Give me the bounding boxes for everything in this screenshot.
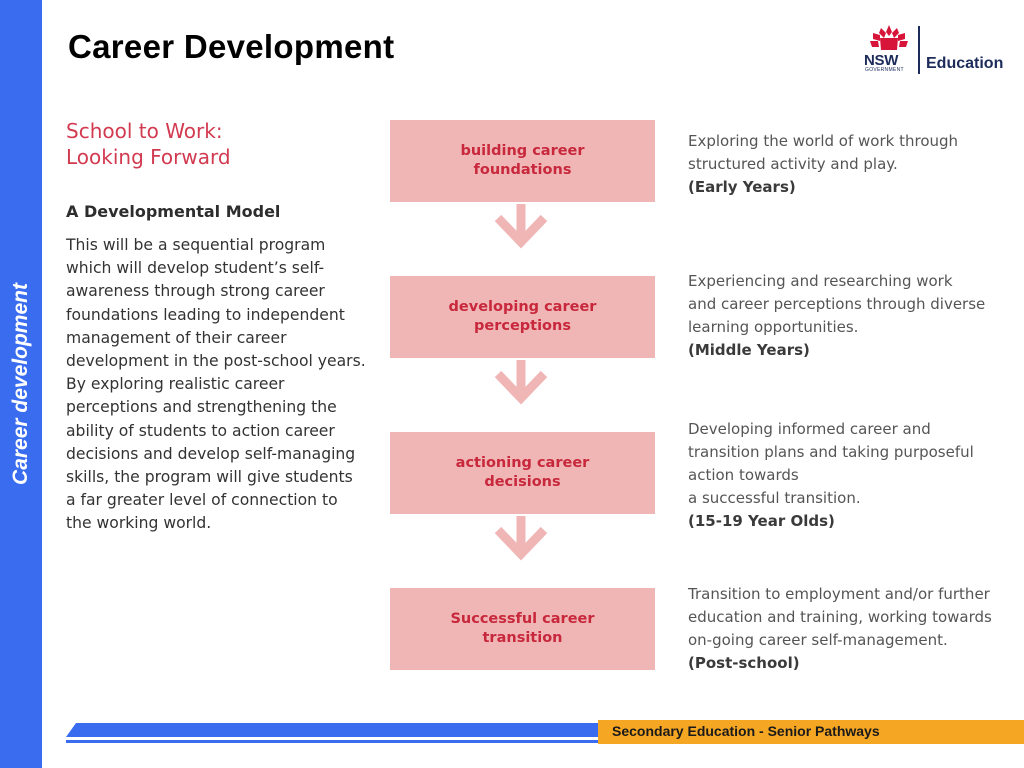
logo-government-text: GOVERNMENT	[865, 67, 904, 73]
stage-description-text: Developing informed career and transition plans and taking purposeful action towards a successful transition.	[688, 420, 974, 507]
stage-box-perceptions	[390, 276, 655, 358]
stage-label: Successful career transition	[450, 611, 595, 646]
logo-education-text: Education	[926, 55, 1004, 72]
down-arrow-icon	[492, 360, 550, 408]
sidebar-label: Career development	[9, 283, 32, 485]
stage-period: (15-19 Year Olds)	[688, 512, 835, 530]
stage-label: building career foundations	[460, 143, 585, 178]
stage-description-middle	[688, 270, 1018, 362]
stage-description-text: Exploring the world of work through structured activity and play.	[688, 132, 959, 173]
stage-description-post-school	[688, 583, 1018, 675]
logo-nsw-text: NSW	[864, 52, 899, 69]
model-description: This will be a sequential program which will develop student’s self-awareness through strong career foundations leading to independent management of their career development in the post-school years. By exploring realistic career perceptions and strengthening the ability of students to action career decisions and develop self-managing skills, the program will give students a far greater level of connection to the working world.	[66, 236, 366, 533]
stage-box-transition	[390, 588, 655, 670]
model-heading: A Developmental Model	[66, 202, 281, 221]
stage-label: actioning career decisions	[455, 455, 590, 490]
stage-description-senior	[688, 418, 1018, 533]
section-subtitle: School to Work: Looking Forward	[66, 119, 231, 169]
stage-period: (Post-school)	[688, 654, 800, 672]
waratah-icon	[864, 22, 914, 52]
stage-box-foundations	[390, 120, 655, 202]
stage-label: developing career perceptions	[448, 299, 597, 334]
stage-box-decisions	[390, 432, 655, 514]
down-arrow-icon	[492, 204, 550, 252]
nsw-education-logo	[862, 22, 1012, 78]
stage-period: (Middle Years)	[688, 341, 810, 359]
down-arrow-icon	[492, 516, 550, 564]
stage-description-text: Transition to employment and/or further education and training, working towards on-going career self-management.	[688, 585, 992, 649]
stage-description-early	[688, 130, 1018, 199]
sidebar	[0, 0, 42, 768]
stage-period: (Early Years)	[688, 178, 796, 196]
page-title: Career Development	[68, 28, 395, 65]
footer-blue-bar	[66, 723, 598, 737]
stage-description-text: Experiencing and researching work and career perceptions through diverse learning opportunities.	[688, 272, 986, 336]
footer-text: Secondary Education - Senior Pathways	[612, 723, 880, 739]
logo-divider	[918, 26, 920, 74]
